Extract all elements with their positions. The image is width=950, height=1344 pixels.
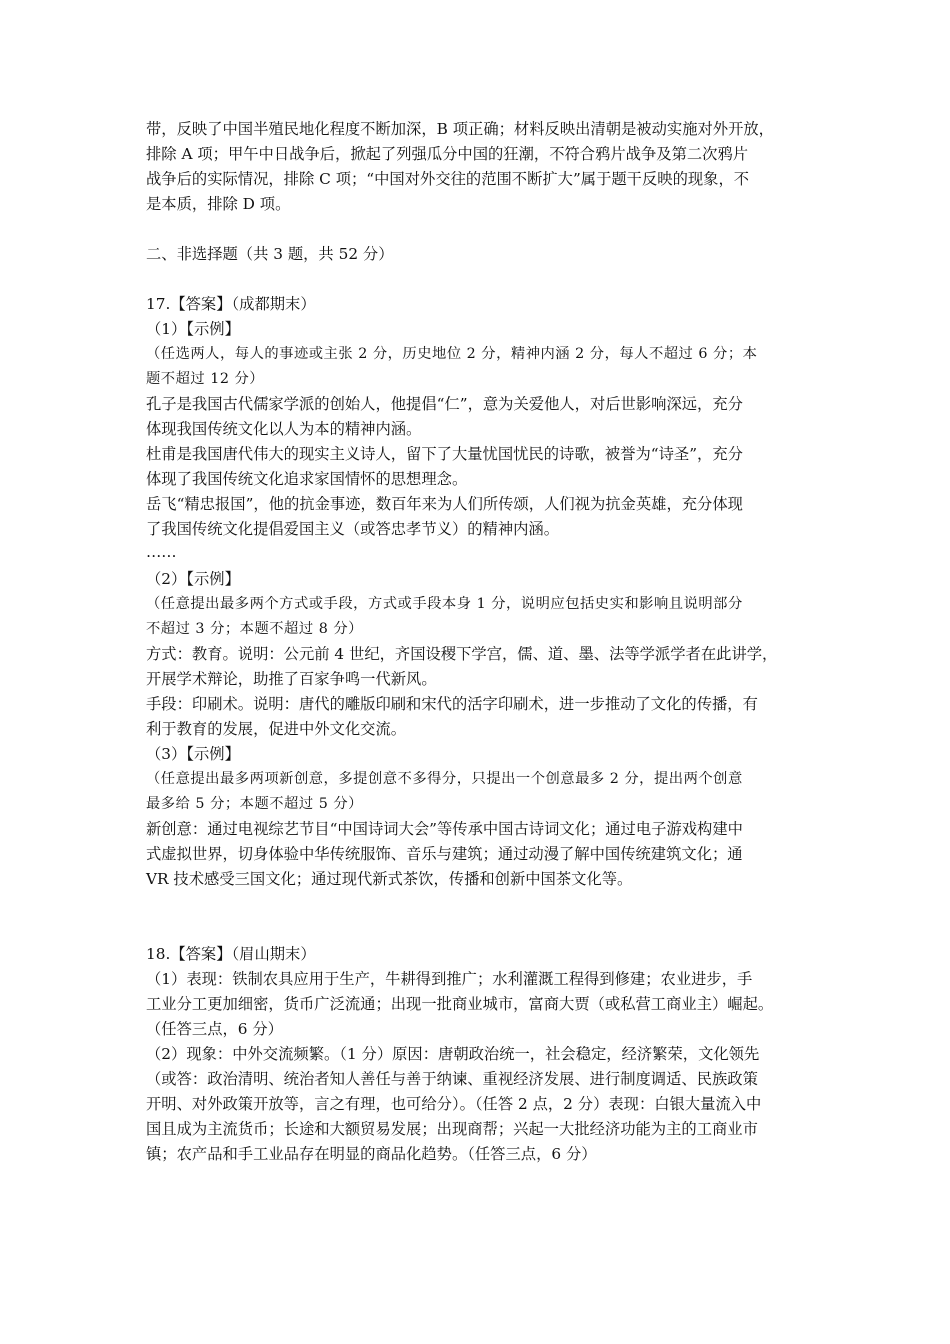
q17-part1-label: （1）【示例】 — [146, 320, 240, 338]
q17-part2-body: 开展学术辩论，助推了百家争鸣一代新风。 — [146, 670, 437, 688]
q17-part1-note: 题不超过 12 分） — [146, 371, 265, 387]
q17-part2-note: （任意提出最多两个方式或手段，方式或手段本身 1 分，说明应包括史实和影响且说明部分 — [146, 596, 743, 612]
q18-part2: 镇；农产品和手工业品存在明显的商品化趋势。（任答三点，6 分） — [146, 1145, 597, 1163]
q17-part2-label: （2）【示例】 — [146, 570, 240, 588]
q17-part1-body: 体现了我国传统文化追求家国情怀的思想理念。 — [146, 470, 468, 488]
q18-part2: （2）现象：中外交流频繁。（1 分）原因：唐朝政治统一，社会稳定，经济繁荣，文化领先 — [146, 1045, 760, 1063]
q18-part2: 开明、对外政策开放等，言之有理，也可给分）。（任答 2 点，2 分）表现：白银大量流入中 — [146, 1095, 762, 1113]
q17-part1-ellipsis: …… — [146, 543, 177, 561]
q17-part1-note: （任选两人，每人的事迹或主张 2 分，历史地位 2 分，精神内涵 2 分，每人不超过 6 分；本 — [146, 346, 758, 362]
q18-heading: 18.【答案】（眉山期末） — [146, 945, 316, 963]
q17-part3-body: 式虚拟世界，切身体验中华传统服饰、音乐与建筑；通过动漫了解中国传统建筑文化；通 — [146, 845, 743, 863]
q17-part3-body: 新创意：通过电视综艺节目“中国诗词大会”等传承中国古诗词文化；通过电子游戏构建中 — [146, 820, 743, 838]
intro-line: 排除 A 项；甲午中日战争后，掀起了列强瓜分中国的狂潮，不符合鸦片战争及第二次鸦片 — [146, 145, 749, 163]
intro-line: 战争后的实际情况，排除 C 项；“中国对外交往的范围不断扩大”属于题干反映的现象，不 — [146, 170, 750, 188]
q18-part1: （1）表现：铁制农具应用于生产，牛耕得到推广；水利灌溉工程得到修建；农业进步，手 — [146, 970, 753, 988]
q17-part1-body: 杜甫是我国唐代伟大的现实主义诗人，留下了大量忧国忧民的诗歌，被誉为“诗圣”，充分 — [146, 445, 743, 463]
q17-part3-label: （3）【示例】 — [146, 745, 240, 763]
q17-part3-note: （任意提出最多两项新创意，多提创意不多得分，只提出一个创意最多 2 分，提出两个创意 — [146, 771, 743, 787]
q17-part3-note: 最多给 5 分；本题不超过 5 分） — [146, 796, 363, 812]
q17-part1-body: 体现我国传统文化以人为本的精神内涵。 — [146, 420, 422, 438]
q18-part2: 国且成为主流货币；长途和大额贸易发展；出现商帮；兴起一大批经济功能为主的工商业市 — [146, 1120, 758, 1138]
q17-part1-body: 岳飞“精忠报国”，他的抗金事迹，数百年来为人们所传颂，人们视为抗金英雄，充分体现 — [146, 495, 743, 513]
q18-part2: （或答：政治清明、统治者知人善任与善于纳谏、重视经济发展、进行制度调适、民族政策 — [146, 1070, 758, 1088]
q17-part1-body: 了我国传统文化提倡爱国主义（或答忠孝节义）的精神内涵。 — [146, 520, 560, 538]
q18-part1: 工业分工更加细密，货币广泛流通；出现一批商业城市，富商大贾（或私营工商业主）崛起。 — [146, 995, 774, 1013]
q17-part3-body: VR 技术感受三国文化；通过现代新式茶饮，传播和创新中国茶文化等。 — [146, 870, 633, 888]
q17-part2-note: 不超过 3 分；本题不超过 8 分） — [146, 621, 363, 637]
q17-part2-body: 手段：印刷术。说明：唐代的雕版印刷和宋代的活字印刷术，进一步推动了文化的传播，有 — [146, 695, 758, 713]
q18-part1: （任答三点，6 分） — [146, 1020, 283, 1038]
q17-part1-body: 孔子是我国古代儒家学派的创始人，他提倡“仁”，意为关爱他人，对后世影响深远，充分 — [146, 395, 743, 413]
intro-line: 是本质，排除 D 项。 — [146, 195, 291, 213]
section-title: 二、非选择题（共 3 题，共 52 分） — [146, 245, 394, 263]
intro-line: 带，反映了中国半殖民地化程度不断加深，B 项正确；材料反映出清朝是被动实施对外开放， — [146, 120, 774, 138]
q17-part2-body: 利于教育的发展，促进中外文化交流。 — [146, 720, 407, 738]
q17-heading: 17.【答案】（成都期末） — [146, 295, 316, 313]
q17-part2-body: 方式：教育。说明：公元前 4 世纪，齐国设稷下学宫，儒、道、墨、法等学派学者在此讲学， — [146, 645, 778, 663]
